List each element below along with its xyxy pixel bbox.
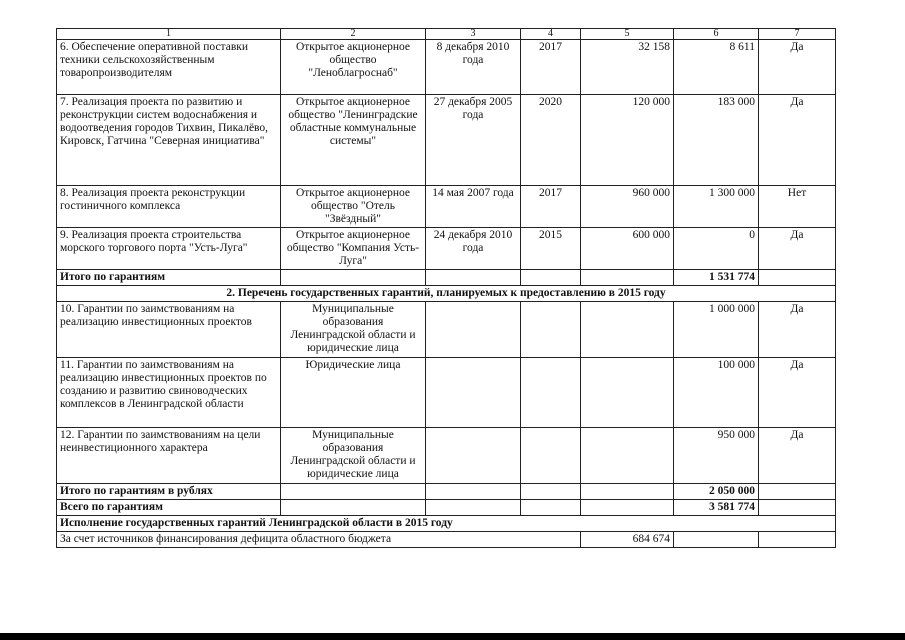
principal-name: Открытое акционерное общество "Леноблагроснаб" — [281, 40, 426, 95]
guarantee-purpose: 10. Гарантии по заимствованиям на реализацию инвестиционных проектов — [57, 302, 281, 358]
total-row — [57, 270, 836, 286]
total-value: 1 531 774 — [674, 270, 759, 286]
table-row — [57, 95, 836, 186]
column-number-row — [57, 29, 836, 40]
section-heading-row — [57, 286, 836, 302]
total-row — [57, 484, 836, 500]
guarantee-date: 14 мая 2007 года — [426, 186, 521, 228]
guarantee-balance: 1 300 000 — [674, 186, 759, 228]
execution-heading-row — [57, 516, 836, 532]
table-row — [57, 302, 836, 358]
guarantee-balance: 8 611 — [674, 40, 759, 95]
guarantee-balance: 950 000 — [674, 428, 759, 484]
grand-total-row — [57, 500, 836, 516]
guarantee-balance: 183 000 — [674, 95, 759, 186]
recourse-flag: Да — [759, 95, 836, 186]
guarantee-amount: 120 000 — [581, 95, 674, 186]
grand-total-value: 3 581 774 — [674, 500, 759, 516]
guarantee-date: 8 декабря 2010 года — [426, 40, 521, 95]
guarantee-purpose: 12. Гарантии по заимствованиям на цели неинвестиционного характера — [57, 428, 281, 484]
total-value: 2 050 000 — [674, 484, 759, 500]
guarantee-date: 27 декабря 2005 года — [426, 95, 521, 186]
guarantee-purpose: 7. Реализация проекта по развитию и реконструкции систем водоснабжения и водоотведения городов Тихвин, Пикалёво, Кировск, Гатчина "Северная инициатива" — [57, 95, 281, 186]
column-number: 7 — [759, 29, 836, 40]
total-label: Итого по гарантиям — [57, 270, 281, 286]
principal-name: Открытое акционерное общество "Отель "Звёздный" — [281, 186, 426, 228]
guarantee-year: 2017 — [521, 186, 581, 228]
guarantee-purpose: 9. Реализация проекта строительства морского торгового порта "Усть-Луга" — [57, 228, 281, 270]
funding-label: За счет источников финансирования дефицита областного бюджета — [57, 532, 581, 548]
guarantees-table-page — [56, 28, 835, 548]
recourse-flag: Да — [759, 302, 836, 358]
guarantee-purpose: 8. Реализация проекта реконструкции гостиничного комплекса — [57, 186, 281, 228]
principal-name: Открытое акционерное общество "Ленинградские областные коммунальные системы" — [281, 95, 426, 186]
column-number: 3 — [426, 29, 521, 40]
recourse-flag: Да — [759, 40, 836, 95]
guarantee-balance: 100 000 — [674, 358, 759, 428]
guarantee-amount: 960 000 — [581, 186, 674, 228]
column-number: 6 — [674, 29, 759, 40]
principal-name: Юридические лица — [281, 358, 426, 428]
table-row — [57, 358, 836, 428]
guarantee-year: 2015 — [521, 228, 581, 270]
recourse-flag: Да — [759, 428, 836, 484]
recourse-flag: Да — [759, 228, 836, 270]
guarantee-purpose: 6. Обеспечение оперативной поставки техники сельскохозяйственным товаропроизводителям — [57, 40, 281, 95]
guarantee-amount: 32 158 — [581, 40, 674, 95]
guarantee-year: 2017 — [521, 40, 581, 95]
scan-edge-bar — [0, 633, 905, 640]
guarantee-date: 24 декабря 2010 года — [426, 228, 521, 270]
table-row — [57, 428, 836, 484]
grand-total-label: Всего по гарантиям — [57, 500, 281, 516]
principal-name: Открытое акционерное общество "Компания Усть-Луга" — [281, 228, 426, 270]
column-number: 2 — [281, 29, 426, 40]
table-row — [57, 228, 836, 270]
recourse-flag: Нет — [759, 186, 836, 228]
guarantee-year: 2020 — [521, 95, 581, 186]
funding-row — [57, 532, 836, 548]
column-number: 4 — [521, 29, 581, 40]
recourse-flag: Да — [759, 358, 836, 428]
guarantees-table — [56, 28, 836, 548]
guarantee-amount: 600 000 — [581, 228, 674, 270]
column-number: 1 — [57, 29, 281, 40]
principal-name: Муниципальные образования Ленинградской области и юридические лица — [281, 428, 426, 484]
table-row — [57, 40, 836, 95]
guarantee-balance: 0 — [674, 228, 759, 270]
guarantee-balance: 1 000 000 — [674, 302, 759, 358]
table-row — [57, 186, 836, 228]
funding-value: 684 674 — [581, 532, 674, 548]
guarantee-purpose: 11. Гарантии по заимствованиям на реализацию инвестиционных проектов по созданию и развитию свиноводческих комплексов в Ленинградской области — [57, 358, 281, 428]
principal-name: Муниципальные образования Ленинградской области и юридические лица — [281, 302, 426, 358]
column-number: 5 — [581, 29, 674, 40]
total-label: Итого по гарантиям в рублях — [57, 484, 281, 500]
section-heading: 2. Перечень государственных гарантий, планируемых к предоставлению в 2015 году — [57, 286, 836, 302]
execution-heading: Исполнение государственных гарантий Ленинградской области в 2015 году — [57, 516, 836, 532]
